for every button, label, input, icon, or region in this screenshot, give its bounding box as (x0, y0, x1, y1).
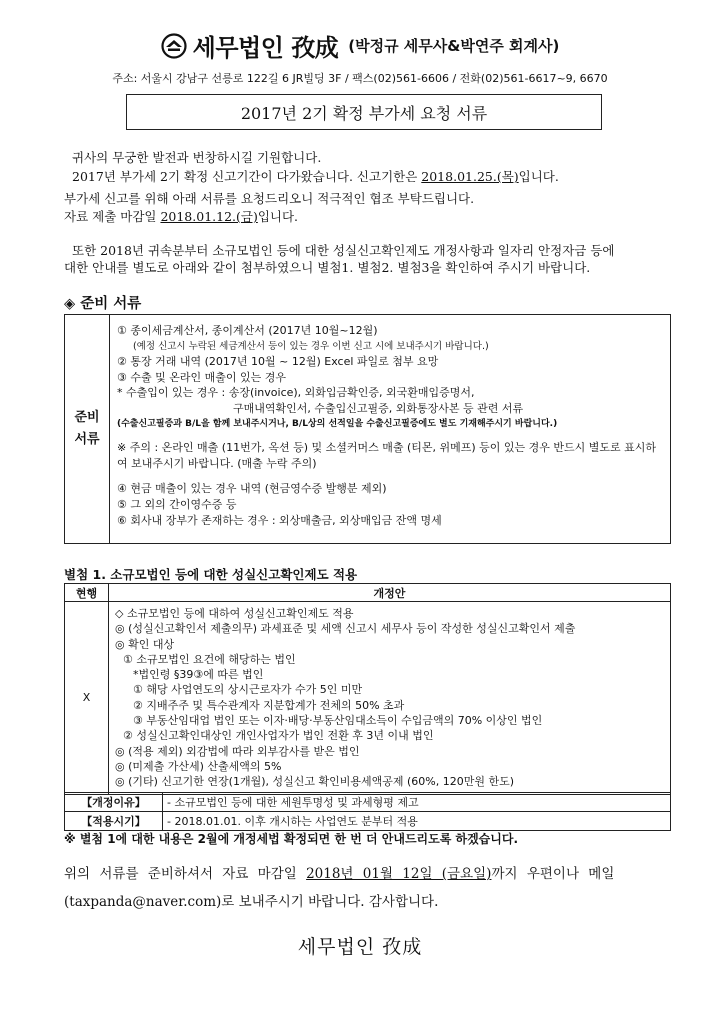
intro-line-2 (72, 168, 559, 185)
table-row (65, 812, 671, 831)
plan-line: ◎ (기타) 신고기한 연장(1개월), 성실신고 확인비용세액공제 (60%, 120만원 한도) (115, 775, 515, 789)
doc-item: (수출신고필증과 B/L을 함께 보내주시거나, B/L상의 선적일을 수출신고필증에도 별도 기재해주시기 바랍니다.) (117, 418, 558, 429)
docs-label-line-1: 준비 (74, 410, 100, 425)
firm-logo-icon (161, 33, 187, 59)
intro-line-5: 또한 2018년 귀속분부터 소규모법인 등에 대한 성실신고확인제도 개정사항과 일자리 안정자금 등에 (72, 243, 615, 258)
doc-item: ② 통장 거래 내역 (2017년 10월 ~ 12월) Excel 파일로 첨부 요망 (117, 355, 439, 369)
intro-line-3: 부가세 신고를 위해 아래 서류를 요청드리오니 적극적인 협조 부탁드립니다. (64, 191, 475, 206)
filing-deadline: 2018.01.25.(목) (421, 169, 519, 184)
closing-line-2: (taxpanda@naver.com)로 보내주시기 바랍니다. 감사합니다. (64, 894, 439, 910)
plan-line: *법인령 §39③에 따른 법인 (133, 668, 264, 682)
intro-line-6: 대한 안내를 별도로 아래와 같이 첨부하였으니 별첨1. 별첨2. 별첨3을 확인하여 주시기 바랍니다. (64, 260, 591, 275)
intro-line-2-post: 입니다. (518, 169, 559, 184)
doc-item: ⑤ 그 외의 간이영수증 등 (117, 497, 237, 511)
reason-value: - 소규모법인 등에 대한 세원투명성 및 과세형평 제고 (163, 793, 671, 812)
doc-item: ③ 수출 및 온라인 매출이 있는 경우 (117, 370, 286, 384)
closing-deadline: 2018년 01월 12일 (금요일) (306, 866, 492, 882)
plan-line: ② 성실신고확인대상인 개인사업자가 법인 전환 후 3년 이내 법인 (123, 729, 434, 743)
letterhead (0, 28, 720, 63)
attachment-table (64, 583, 671, 795)
plan-line: ◎ (적용 제외) 외감법에 따라 외부감사를 받은 법인 (115, 744, 360, 758)
firm-address: 주소: 서울시 강남구 선릉로 122길 6 JR빌딩 3F / 팩스(02)561-6606 / 전화(02)561-6617~9, 6670 (112, 72, 608, 85)
plan-line: ③ 부동산임대업 법인 또는 이자·배당·부동산임대소득이 수입금액의 70% 이상인 법인 (133, 714, 543, 728)
table-header-row (65, 584, 671, 602)
firm-name: 세무법인 孜成 (192, 34, 339, 62)
reason-label: 【개정이유】 (65, 793, 163, 812)
current-value: X (65, 602, 109, 795)
closing-post: 까지 우편이나 메일 (491, 866, 615, 882)
intro-line-4 (64, 208, 298, 225)
doc-item: 구매내역확인서, 수출입신고필증, 외화통장사본 등 관련 서류 (233, 401, 524, 415)
letterhead-row (0, 28, 720, 63)
plan-line: ◎ 확인 대상 (115, 637, 175, 651)
doc-item: ※ 주의 : 온라인 매출 (11번가, 옥션 등) 및 소셜커머스 매출 (티몬, 위메프) 등이 있는 경우 반드시 별도로 표시하여 보내주시기 바랍니다. (매출 누락 주의) (117, 441, 657, 470)
table-row (65, 602, 671, 795)
col-current: 현행 (65, 584, 109, 602)
effective-value: - 2018.01.01. 이후 개시하는 사업연도 분부터 적용 (163, 812, 671, 831)
intro-line-4-post: 입니다. (257, 209, 299, 224)
signature: 세무법인 孜成 (297, 936, 423, 958)
plan-line: ② 지배주주 및 특수관계자 지분합계가 전체의 50% 초과 (133, 698, 405, 712)
closing-line-1 (64, 862, 614, 882)
intro-line-2-pre: 2017년 부가세 2기 확정 신고기간이 다가왔습니다. 신고기한은 (72, 169, 422, 184)
plan-line: ◎ (미제출 가산세) 산출세액의 5% (115, 759, 282, 773)
firm-partners: (박정규 세무사&박연주 회계사) (348, 37, 560, 55)
submission-deadline: 2018.01.12.(금) (160, 209, 258, 224)
doc-item: * 수출입이 있는 경우 : 송장(invoice), 외화입금확인증, 외국환매입증명서, (117, 386, 475, 400)
docs-label (65, 315, 110, 543)
doc-item: ⑥ 회사내 장부가 존재하는 경우 : 외상매출금, 외상매입금 잔액 명세 (117, 513, 442, 527)
docs-label-line-2: 서류 (74, 432, 100, 447)
plan-line: ◎ (성실신고확인서 제출의무) 과세표준 및 세액 신고시 세무사 등이 작성한 성실신고확인서 제출 (115, 622, 576, 636)
intro-line-1: 귀사의 무궁한 발전과 번창하시길 기원합니다. (72, 150, 322, 165)
doc-item: ④ 현금 매출이 있는 경우 내역 (현금영수증 발행분 제외) (117, 482, 387, 496)
table-row (65, 793, 671, 812)
plan-line: ◇ 소규모법인 등에 대하여 성실신고확인제도 적용 (115, 607, 354, 620)
attachment-note: ※ 별첨 1에 대한 내용은 2월에 개정세법 확정되면 한 번 더 안내드리도록 하겠습니다. (64, 832, 519, 846)
required-documents-box (64, 314, 671, 544)
plan-content (109, 602, 671, 795)
closing-pre: 위의 서류를 준비하셔서 자료 마감일 (64, 866, 307, 882)
plan-line: ① 소규모법인 요건에 해당하는 법인 (123, 652, 296, 666)
effective-label: 【적용시기】 (65, 812, 163, 831)
col-plan: 개정안 (109, 584, 671, 602)
docs-list (117, 323, 664, 528)
intro-line-4-pre: 자료 제출 마감일 (64, 209, 161, 224)
revision-meta-table (64, 792, 671, 831)
plan-line: ① 해당 사업연도의 상시근로자가 수가 5인 미만 (133, 683, 363, 697)
doc-item: (예정 신고시 누락된 세금계산서 등이 있는 경우 이번 신고 시에 보내주시기 바랍니다.) (133, 340, 489, 352)
section-title: ◈ 준비 서류 (64, 296, 142, 312)
doc-item: ① 종이세금계산서, 종이계산서 (2017년 10월~12월) (117, 324, 378, 337)
document-title: 2017년 2기 확정 부가세 요청 서류 (126, 94, 602, 130)
attachment-title: 별첨 1. 소규모법인 등에 대한 성실신고확인제도 적용 (64, 567, 358, 582)
